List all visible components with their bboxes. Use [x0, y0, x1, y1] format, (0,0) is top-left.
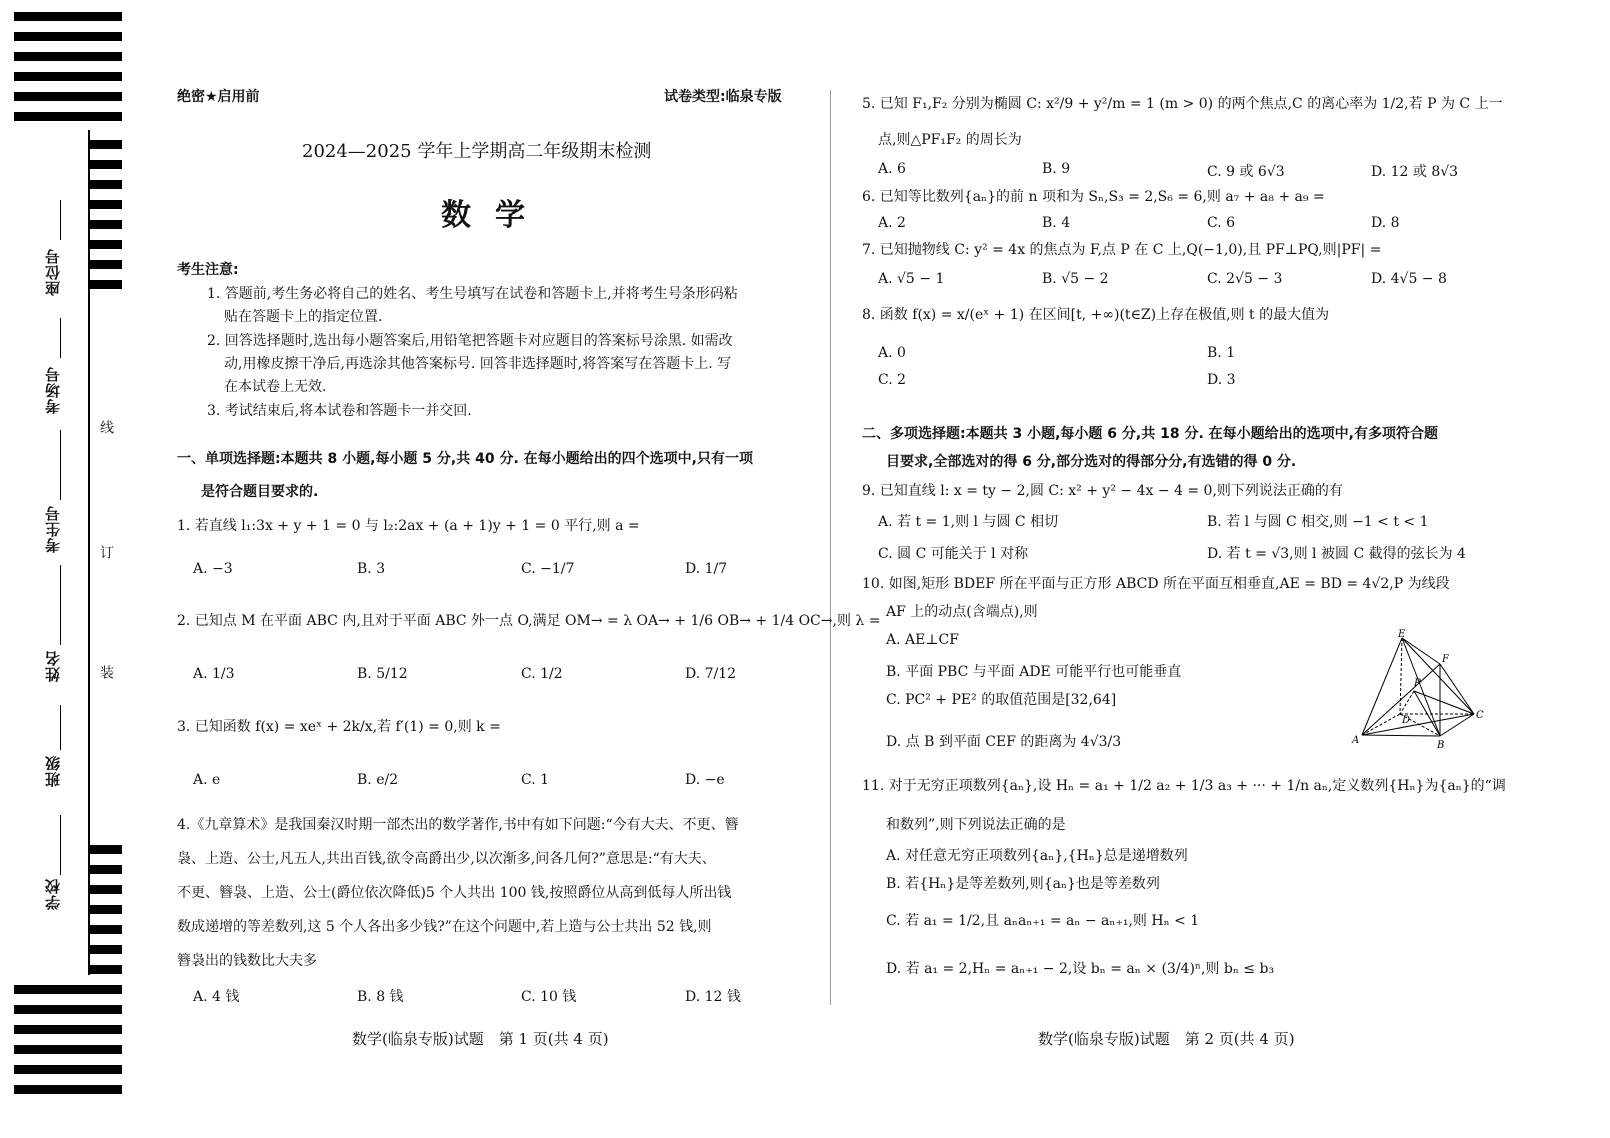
notice-line: 3. 考试结束后,将本试卷和答题卡一并交回.: [207, 403, 472, 419]
label-name: 姓名: [44, 650, 62, 682]
q3-option-a: A. e: [193, 772, 221, 788]
notice-line: 贴在答题卡上的指定位置.: [224, 309, 383, 325]
figure-label-p: P: [1414, 678, 1421, 689]
barcode-bar: [14, 985, 122, 994]
barcode-bar: [88, 885, 122, 894]
barcode-bar: [88, 260, 122, 269]
q11-option-c: C. 若 a₁ = 1/2,且 aₙaₙ₊₁ = aₙ − aₙ₊₁,则 Hₙ < 1: [886, 913, 1200, 929]
q8-option-d: D. 3: [1207, 372, 1236, 388]
barcode-bar: [14, 112, 122, 121]
question-3: 3. 已知函数 f(x) = xeˣ + 2k/x,若 f′(1) = 0,则 k =: [177, 719, 501, 735]
notice-line: 2. 回答选择题时,选出每小题答案后,用铅笔把答题卡对应题目的答案标号涂黑. 如需改: [207, 333, 733, 349]
q11-option-a: A. 对任意无穷正项数列{aₙ},{Hₙ}总是递增数列: [886, 848, 1188, 864]
field-school[interactable]: [60, 815, 61, 875]
q7-option-b: B. √5 − 2: [1042, 271, 1109, 287]
field-room[interactable]: [60, 318, 61, 358]
q1-option-c: C. −1/7: [521, 561, 575, 577]
q8-option-a: A. 0: [878, 345, 906, 361]
q7-option-c: C. 2√5 − 3: [1207, 271, 1283, 287]
barcode-bar: [88, 905, 122, 914]
q11-option-d: D. 若 a₁ = 2,Hₙ = aₙ₊₁ − 2,设 bₙ = aₙ × (3/4)ⁿ,则 bₙ ≤ b₃: [886, 961, 1275, 977]
figure-label-f: F: [1442, 654, 1449, 665]
cut-mark: 订: [98, 545, 114, 559]
q3-option-b: B. e/2: [357, 772, 399, 788]
notice-line: 动,用橡皮擦干净后,再选涂其他答案标号. 回答非选择题时,将答案写在答题卡上. 写: [224, 356, 732, 372]
column-divider: [830, 90, 831, 1005]
barcode-bar: [88, 180, 122, 189]
q2-option-b: B. 5/12: [357, 666, 408, 682]
barcode-bar: [88, 160, 122, 169]
q6-option-b: B. 4: [1042, 215, 1071, 231]
q2-option-a: A. 1/3: [193, 666, 235, 682]
cut-mark: 装: [98, 665, 114, 679]
question-4-cont: 数成递增的等差数列,这 5 个人各出多少钱?”在这个问题中,若上造与公士共出 52 钱,则: [177, 919, 712, 935]
barcode-bar: [14, 1065, 122, 1074]
question-5-cont: 点,则△PF₁F₂ 的周长为: [878, 132, 1022, 148]
figure-label-a: A: [1352, 735, 1360, 746]
q1-option-a: A. −3: [193, 561, 233, 577]
question-7: 7. 已知抛物线 C: y² = 4x 的焦点为 F,点 P 在 C 上,Q(−1,0),且 PF⊥PQ,则|PF| =: [862, 242, 1382, 258]
q5-option-a: A. 6: [878, 161, 906, 177]
question-2: 2. 已知点 M 在平面 ABC 内,且对于平面 ABC 外一点 O,满足 OM→ = λ OA→ + 1/6 OB→ + 1/4 OC→,则 λ =: [177, 613, 881, 629]
question-11: 11. 对于无穷正项数列{aₙ},设 Hₙ = a₁ + 1/2 a₂ + 1/3 a₃ + ··· + 1/n aₙ,定义数列{Hₙ}为{aₙ}的“调: [862, 778, 1506, 794]
barcode-bar: [14, 1085, 122, 1094]
label-examno: 考生号: [44, 505, 62, 553]
field-class[interactable]: [60, 705, 61, 750]
question-9: 9. 已知直线 l: x = ty − 2,圆 C: x² + y² − 4x − 4 = 0,则下列说法正确的有: [862, 483, 1343, 499]
q8-option-b: B. 1: [1207, 345, 1236, 361]
question-6: 6. 已知等比数列{aₙ}的前 n 项和为 Sₙ,S₃ = 2,S₆ = 6,则 a₇ + a₈ + a₉ =: [862, 189, 1325, 205]
barcode-bar: [14, 52, 122, 61]
barcode-bar: [14, 1005, 122, 1014]
field-examno[interactable]: [60, 430, 61, 500]
figure-label-e: E: [1398, 629, 1406, 640]
barcode-bar: [14, 12, 122, 21]
q10-option-b: B. 平面 PBC 与平面 ADE 可能平行也可能垂直: [886, 664, 1182, 680]
exam-title: 2024—2025 学年上学期高二年级期末检测: [302, 141, 652, 162]
barcode-bar: [14, 1045, 122, 1054]
barcode-bar: [88, 140, 122, 149]
notice-line: 1. 答题前,考生务必将自己的姓名、考生号填写在试卷和答题卡上,并将考生号条形码粘: [207, 286, 738, 302]
q9-option-b: B. 若 l 与圆 C 相交,则 −1 < t < 1: [1207, 514, 1429, 530]
label-room: 考场号: [44, 366, 62, 414]
notice-line: 在本试卷上无效.: [224, 379, 327, 395]
q8-option-c: C. 2: [878, 372, 907, 388]
barcode-bar: [88, 220, 122, 229]
footer-page2: 数学(临泉专版)试题 第 2 页(共 4 页): [1038, 1030, 1295, 1048]
section2-title: 二、多项选择题:本题共 3 小题,每小题 6 分,共 18 分. 在每小题给出的选项中,有多项符合题: [862, 426, 1438, 442]
field-seat[interactable]: [60, 200, 61, 240]
question-4: 4.《九章算术》是我国秦汉时期一部杰出的数学著作,书中有如下问题:“今有大夫、不更、簪: [177, 817, 739, 833]
section1-title-cont: 是符合题目要求的.: [201, 484, 319, 500]
q9-option-a: A. 若 t = 1,则 l 与圆 C 相切: [878, 514, 1059, 530]
label-school: 学校: [44, 878, 62, 910]
paper-type: 试卷类型:临泉专版: [664, 89, 782, 105]
q9-option-d: D. 若 t = √3,则 l 被圆 C 截得的弦长为 4: [1207, 546, 1466, 562]
question-4-cont: 袅、上造、公士,凡五人,共出百钱,欲令高爵出少,以次渐多,问各几何?”意思是:“有大夫、: [177, 851, 716, 867]
q1-option-b: B. 3: [357, 561, 386, 577]
section1-title: 一、单项选择题:本题共 8 小题,每小题 5 分,共 40 分. 在每小题给出的四个选项中,只有一项: [177, 451, 753, 467]
subject-title: 数学: [441, 198, 549, 233]
cut-mark: 线: [98, 420, 114, 434]
q2-option-c: C. 1/2: [521, 666, 563, 682]
figure-label-b: B: [1437, 740, 1445, 751]
question-10-cont: AF 上的动点(含端点),则: [886, 604, 1038, 620]
q4-option-c: C. 10 钱: [521, 989, 577, 1005]
barcode-bar: [88, 845, 122, 854]
question-10: 10. 如图,矩形 BDEF 所在平面与正方形 ABCD 所在平面互相垂直,AE = BD = 4√2,P 为线段: [862, 576, 1450, 592]
field-name[interactable]: [60, 565, 61, 645]
q6-option-d: D. 8: [1371, 215, 1400, 231]
question-4-cont: 簪袅出的钱数比大夫多: [177, 953, 317, 969]
q5-option-c: C. 9 或 6√3: [1207, 164, 1285, 180]
barcode-bar: [88, 965, 122, 974]
barcode-bar: [88, 280, 122, 289]
label-seat: 座位号: [44, 248, 62, 296]
question-5: 5. 已知 F₁,F₂ 分别为椭圆 C: x²/9 + y²/m = 1 (m > 0) 的两个焦点,C 的离心率为 1/2,若 P 为 C 上一: [862, 96, 1503, 112]
figure-label-c: C: [1476, 710, 1484, 721]
q4-option-b: B. 8 钱: [357, 989, 404, 1005]
barcode-bar: [14, 1025, 122, 1034]
question-1: 1. 若直线 l₁:3x + y + 1 = 0 与 l₂:2ax + (a + 1)y + 1 = 0 平行,则 a =: [177, 518, 640, 534]
q11-option-b: B. 若{Hₙ}是等差数列,则{aₙ}也是等差数列: [886, 876, 1160, 892]
q6-option-c: C. 6: [1207, 215, 1236, 231]
q10-option-c: C. PC² + PE² 的取值范围是[32,64]: [886, 692, 1117, 708]
barcode-bar: [88, 200, 122, 209]
q6-option-a: A. 2: [878, 215, 906, 231]
secret-mark: 绝密★启用前: [177, 89, 260, 105]
barcode-bar: [14, 32, 122, 41]
q5-option-b: B. 9: [1042, 161, 1071, 177]
question-4-cont: 不更、簪袅、上造、公士(爵位依次降低)5 个人共出 100 钱,按照爵位从高到低每人所出钱: [177, 885, 732, 901]
q9-option-c: C. 圆 C 可能关于 l 对称: [878, 546, 1029, 562]
question-11-cont: 和数列”,则下列说法正确的是: [886, 817, 1066, 833]
q4-option-d: D. 12 钱: [685, 989, 741, 1005]
figure-label-d: D: [1402, 715, 1411, 726]
q1-option-d: D. 1/7: [685, 561, 728, 577]
q10-option-d: D. 点 B 到平面 CEF 的距离为 4√3/3: [886, 734, 1122, 750]
q3-option-d: D. −e: [685, 772, 725, 788]
binding-line: [88, 130, 90, 975]
section2-title-cont: 目要求,全部选对的得 6 分,部分选对的得部分分,有选错的得 0 分.: [886, 454, 1297, 470]
geometry-figure: [1350, 628, 1490, 753]
q7-option-d: D. 4√5 − 8: [1371, 271, 1447, 287]
barcode-bar: [14, 92, 122, 101]
barcode-bar: [88, 865, 122, 874]
footer-page1: 数学(临泉专版)试题 第 1 页(共 4 页): [352, 1030, 609, 1048]
barcode-bar: [88, 240, 122, 249]
q10-option-a: A. AE⊥CF: [886, 632, 959, 648]
q2-option-d: D. 7/12: [685, 666, 737, 682]
barcode-bar: [88, 925, 122, 934]
notice-title: 考生注意:: [177, 262, 239, 278]
q4-option-a: A. 4 钱: [193, 989, 240, 1005]
barcode-bar: [14, 72, 122, 81]
barcode-bar: [88, 945, 122, 954]
q7-option-a: A. √5 − 1: [878, 271, 945, 287]
q3-option-c: C. 1: [521, 772, 550, 788]
question-8: 8. 函数 f(x) = x/(eˣ + 1) 在区间[t, +∞)(t∈Z)上存在极值,则 t 的最大值为: [862, 307, 1330, 323]
label-class: 班级: [44, 755, 62, 787]
q5-option-d: D. 12 或 8√3: [1371, 164, 1459, 180]
